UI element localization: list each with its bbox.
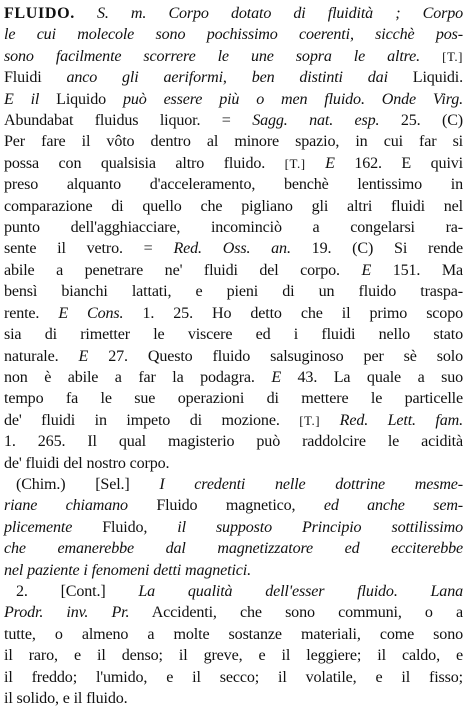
text-run: tutte, o almeno a molte sostanze materiali, come sono bbox=[4, 625, 463, 643]
headword: FLUIDO. bbox=[4, 5, 75, 22]
text-line bbox=[4, 153, 463, 174]
text-line bbox=[4, 688, 463, 709]
text-line bbox=[4, 131, 463, 152]
text-run: può essere più o men fluido. Onde Virg. bbox=[122, 90, 463, 108]
text-run bbox=[306, 155, 326, 172]
text-line bbox=[4, 110, 463, 131]
text-run: de' fluidi del nostro corpo. bbox=[4, 454, 170, 472]
text-line bbox=[4, 174, 463, 195]
text-line bbox=[4, 667, 463, 688]
text-run: Fluido magnetico, bbox=[156, 497, 324, 515]
text-run: , il supposto Principio sottilissimo bbox=[143, 518, 463, 536]
text-line bbox=[4, 560, 463, 581]
text-run: La qualità dell'esser fluido. Lana bbox=[138, 582, 463, 600]
text-run: Fluidi bbox=[4, 69, 67, 87]
text-run: preso alquanto d'acceleramento, benchè lentissimo in bbox=[4, 176, 463, 194]
text-run: Sagg. nat. esp. bbox=[252, 112, 380, 130]
text-run: bensì bianchi lattati, e pieni di un fluido traspa- bbox=[4, 283, 463, 301]
source-tag: [T.] bbox=[284, 155, 306, 171]
text-line bbox=[4, 324, 463, 345]
text-run: Per fare il vôto dentro al minore spazio, in cui far si bbox=[4, 133, 463, 151]
text-line bbox=[4, 303, 463, 324]
text-run: ed anche sem- bbox=[323, 497, 463, 515]
text-run: il solido, e il fluido. bbox=[4, 690, 128, 707]
source-tag: [T.] bbox=[442, 48, 463, 64]
text-run: 151. Ma bbox=[371, 261, 463, 279]
text-run: Fluido bbox=[102, 518, 144, 536]
text-run: nel paziente i fenomeni detti magnetici. bbox=[4, 561, 251, 579]
text-run: le cui molecole sono pochissimo coerenti, sicchè pos- bbox=[4, 26, 463, 44]
text-line bbox=[4, 346, 463, 367]
text-run: 25. (C) bbox=[379, 112, 463, 130]
text-run: comparazione di quello che pigliano gli altri fluidi nel bbox=[4, 197, 463, 215]
text-run: Red. Lett. fam. bbox=[339, 411, 464, 429]
source-tag: [T.] bbox=[299, 412, 321, 428]
text-run: 1. 265. Il qual magisterio può raddolcire le acidità bbox=[4, 433, 463, 451]
text-run: riane chiamano bbox=[4, 497, 157, 515]
text-line bbox=[4, 238, 463, 259]
text-run: Liquido bbox=[56, 90, 123, 108]
text-run: 162. E quivi bbox=[334, 154, 463, 172]
text-run: I credenti nelle dottrine mesme- bbox=[159, 475, 463, 493]
text-run: sente il vetro. = bbox=[4, 240, 174, 258]
text-line bbox=[4, 388, 463, 409]
text-run: E bbox=[361, 261, 372, 279]
text-run: E Cons. bbox=[58, 304, 124, 322]
text-run: punto dell'agghiacciare, incominciò a congelarsi ra- bbox=[4, 219, 463, 237]
text-run: plicemente bbox=[4, 518, 103, 536]
text-run: , bbox=[222, 69, 252, 87]
text-run: sia di rimetter le viscere ed i fluidi nello stato bbox=[4, 326, 463, 344]
text-line bbox=[4, 645, 463, 666]
text-line bbox=[4, 431, 463, 452]
text-line bbox=[4, 602, 463, 623]
text-run: E il bbox=[4, 90, 57, 108]
text-line bbox=[4, 624, 463, 645]
text-run: E bbox=[271, 368, 281, 386]
text-line bbox=[4, 281, 463, 302]
text-run: ben distinti dai bbox=[251, 69, 413, 87]
text-run: 19. (C) Si rende bbox=[290, 240, 463, 258]
text-run: possa con qualsisia altro fluido. bbox=[4, 154, 285, 172]
text-line bbox=[4, 474, 463, 495]
text-run bbox=[320, 412, 340, 429]
text-run: non è abile a far la podagra. bbox=[4, 368, 272, 386]
text-run: E bbox=[325, 154, 335, 172]
text-run: il raro, e il denso; il greve, e il leggiere; il caldo, e bbox=[4, 647, 463, 665]
text-run: Prodr. inv. Pr. bbox=[4, 604, 130, 622]
text-run: Liquidi. bbox=[412, 69, 463, 87]
text-line bbox=[4, 196, 463, 217]
text-run: abile a penetrare ne' fluidi del corpo. bbox=[4, 261, 362, 279]
text-run: naturale. bbox=[4, 347, 79, 365]
text-line bbox=[4, 410, 463, 431]
text-line bbox=[4, 495, 463, 516]
text-run: che emanerebbe dal magnetizzatore ed ecciterebbe bbox=[4, 540, 463, 558]
text-line bbox=[4, 260, 463, 281]
text-line bbox=[4, 67, 463, 88]
text-run: Red. Oss. an. bbox=[173, 240, 291, 258]
text-run: de' fluidi in impeto di mozione. bbox=[4, 411, 300, 429]
text-line bbox=[4, 24, 463, 45]
text-run: E bbox=[78, 347, 89, 365]
text-run: (Chim.) [Sel.] bbox=[16, 475, 160, 493]
entry-text bbox=[4, 3, 463, 709]
text-run: 27. Questo fluido salsuginoso per sè solo bbox=[88, 347, 463, 365]
text-run: rente. bbox=[4, 304, 59, 322]
text-line bbox=[4, 3, 463, 24]
text-run: 43. La quale a suo bbox=[281, 368, 463, 386]
text-line bbox=[4, 89, 463, 110]
text-line bbox=[4, 517, 463, 538]
text-line bbox=[4, 581, 463, 602]
text-run: sono facilmente scorrere le une sopra le altre. bbox=[4, 47, 443, 65]
text-line bbox=[4, 217, 463, 238]
text-run: 1. 25. Ho detto che il primo scopo bbox=[123, 304, 463, 322]
text-run: tempo fa le sue operazioni di mettere le particelle bbox=[4, 390, 463, 408]
text-run: Abundabat fluidus liquor. = bbox=[4, 112, 253, 130]
text-run: anco gli aeriformi bbox=[66, 69, 223, 87]
text-line bbox=[4, 538, 463, 559]
text-run: Accidenti, che sono communi, o a bbox=[129, 604, 463, 622]
text-run: il freddo; l'umido, e il secco; il volatile, e il fisso; bbox=[4, 668, 463, 686]
text-line bbox=[4, 453, 463, 474]
text-line bbox=[4, 46, 463, 67]
text-run: S. m. Corpo dotato di fluidità ; Corpo bbox=[74, 5, 463, 22]
text-line bbox=[4, 367, 463, 388]
text-run: 2. [Cont.] bbox=[16, 582, 139, 600]
